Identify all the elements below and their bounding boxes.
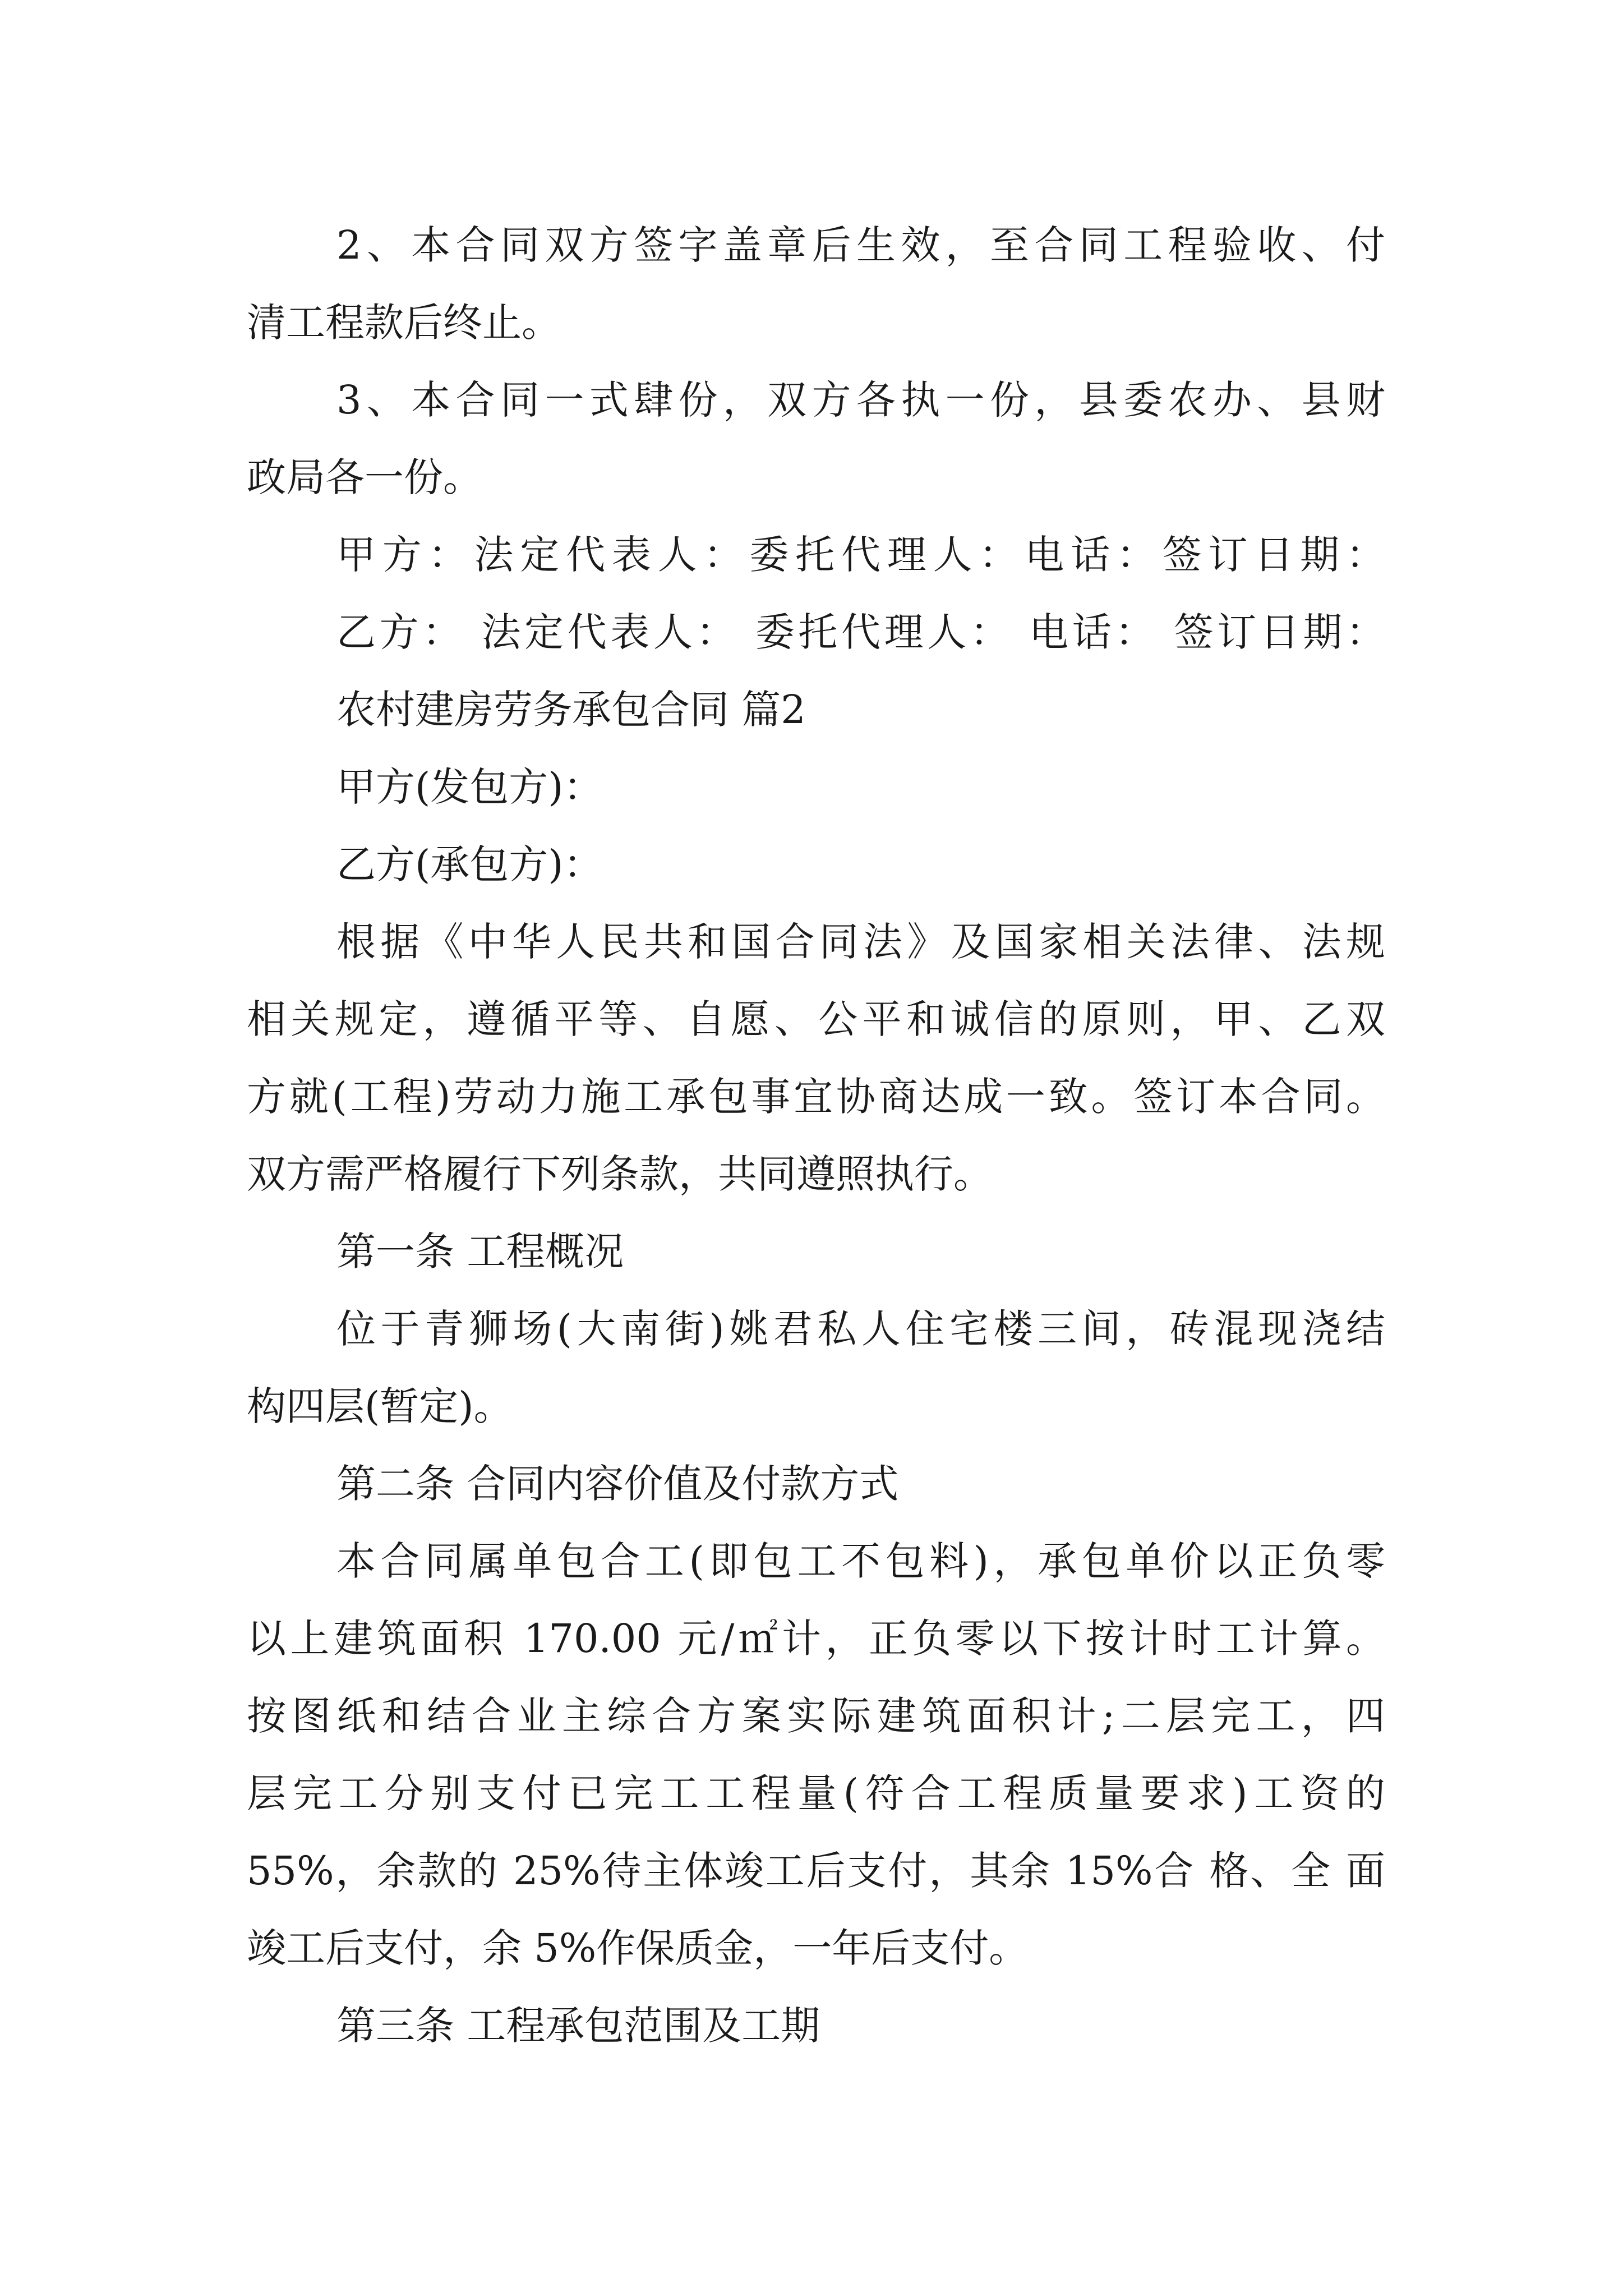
article-2-line-5: 55%，余款的 25%待主体竣工后支付，其余 15%合 格、全 面 (247, 1848, 1385, 1894)
preamble-line-1: 根据《中华人民共和国合同法》及国家相关法律、法规 (336, 919, 1385, 965)
article-1-heading: 第一条 工程概况 (336, 1228, 624, 1274)
section-heading: 农村建房劳务承包合同 篇2 (336, 687, 806, 733)
clause-2-line-2: 清工程款后终止。 (247, 300, 561, 346)
clause-2-line-1: 2、本合同双方签字盖章后生效，至合同工程验收、付 (336, 222, 1385, 268)
party-b-signature-line: 乙方： 法定代表人： 委托代理人： 电话： 签订日期： (336, 609, 1385, 655)
preamble-line-2: 相关规定，遵循平等、自愿、公平和诚信的原则，甲、乙双 (247, 996, 1385, 1042)
party-a-line: 甲方(发包方)： (336, 764, 603, 810)
article-2-line-6: 竣工后支付，余 5%作保质金，一年后支付。 (247, 1925, 1029, 1971)
preamble-line-4: 双方需严格履行下列条款，共同遵照执行。 (247, 1151, 993, 1197)
clause-3-line-2: 政局各一份。 (247, 454, 482, 500)
preamble-line-3: 方就(工程)劳动力施工承包事宜协商达成一致。签订本合同。 (247, 1074, 1385, 1120)
party-b-line: 乙方(承包方)： (336, 841, 603, 887)
article-1-line-2: 构四层(暂定)。 (247, 1383, 513, 1429)
party-a-signature-line: 甲方：法定代表人：委托代理人：电话：签订日期： (336, 532, 1385, 578)
article-2-line-1: 本合同属单包合工(即包工不包料)，承包单价以正负零 (336, 1538, 1385, 1584)
article-2-line-3: 按图纸和结合业主综合方案实际建筑面积计;二层完工，四 (247, 1693, 1385, 1739)
clause-3-line-1: 3、本合同一式肆份，双方各执一份，县委农办、县财 (336, 377, 1385, 423)
article-1-line-1: 位于青狮场(大南街)姚君私人住宅楼三间，砖混现浇结 (336, 1306, 1385, 1352)
article-2-heading: 第二条 合同内容价值及付款方式 (336, 1461, 899, 1507)
article-3-heading: 第三条 工程承包范围及工期 (336, 2003, 820, 2049)
article-2-line-4: 层完工分别支付已完工工程量(符合工程质量要求)工资的 (247, 1770, 1385, 1816)
article-2-line-2: 以上建筑面积 170.00 元/㎡计，正负零以下按计时工计算。 (247, 1616, 1385, 1662)
